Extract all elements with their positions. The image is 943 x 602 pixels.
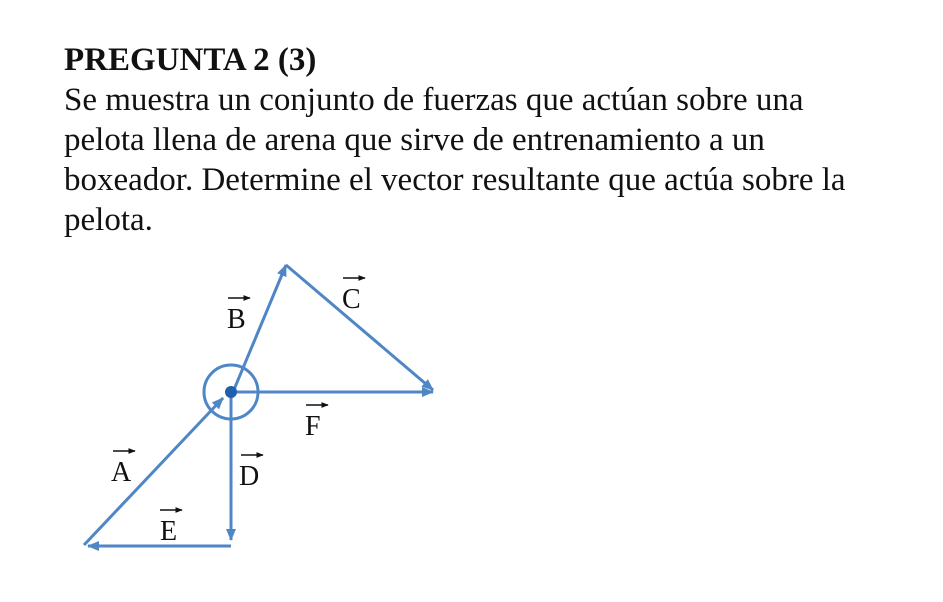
question-line-1: Se muestra un conjunto de fuerzas que actúan sobre una [64, 82, 804, 118]
label-d-group [239, 455, 263, 492]
question-title: PREGUNTA 2 (3) [64, 42, 317, 78]
label-e: E [160, 516, 178, 547]
question-line-2: pelota llena de arena que sirve de entrenamiento a un [64, 122, 765, 158]
label-f-group [305, 405, 328, 442]
question-line-4: pelota. [64, 202, 153, 238]
label-e-group [160, 510, 182, 547]
label-c-group [342, 278, 365, 315]
label-f: F [305, 411, 321, 442]
label-c: C [342, 284, 361, 315]
ball-center-dot [225, 386, 237, 398]
vector-a-line [84, 398, 223, 545]
label-a-group [111, 451, 135, 488]
label-b: B [227, 304, 246, 335]
question-line-3: boxeador. Determine el vector resultante que actúa sobre la [64, 162, 846, 198]
label-a: A [111, 457, 132, 488]
label-d: D [239, 461, 260, 492]
label-b-group [227, 298, 250, 335]
